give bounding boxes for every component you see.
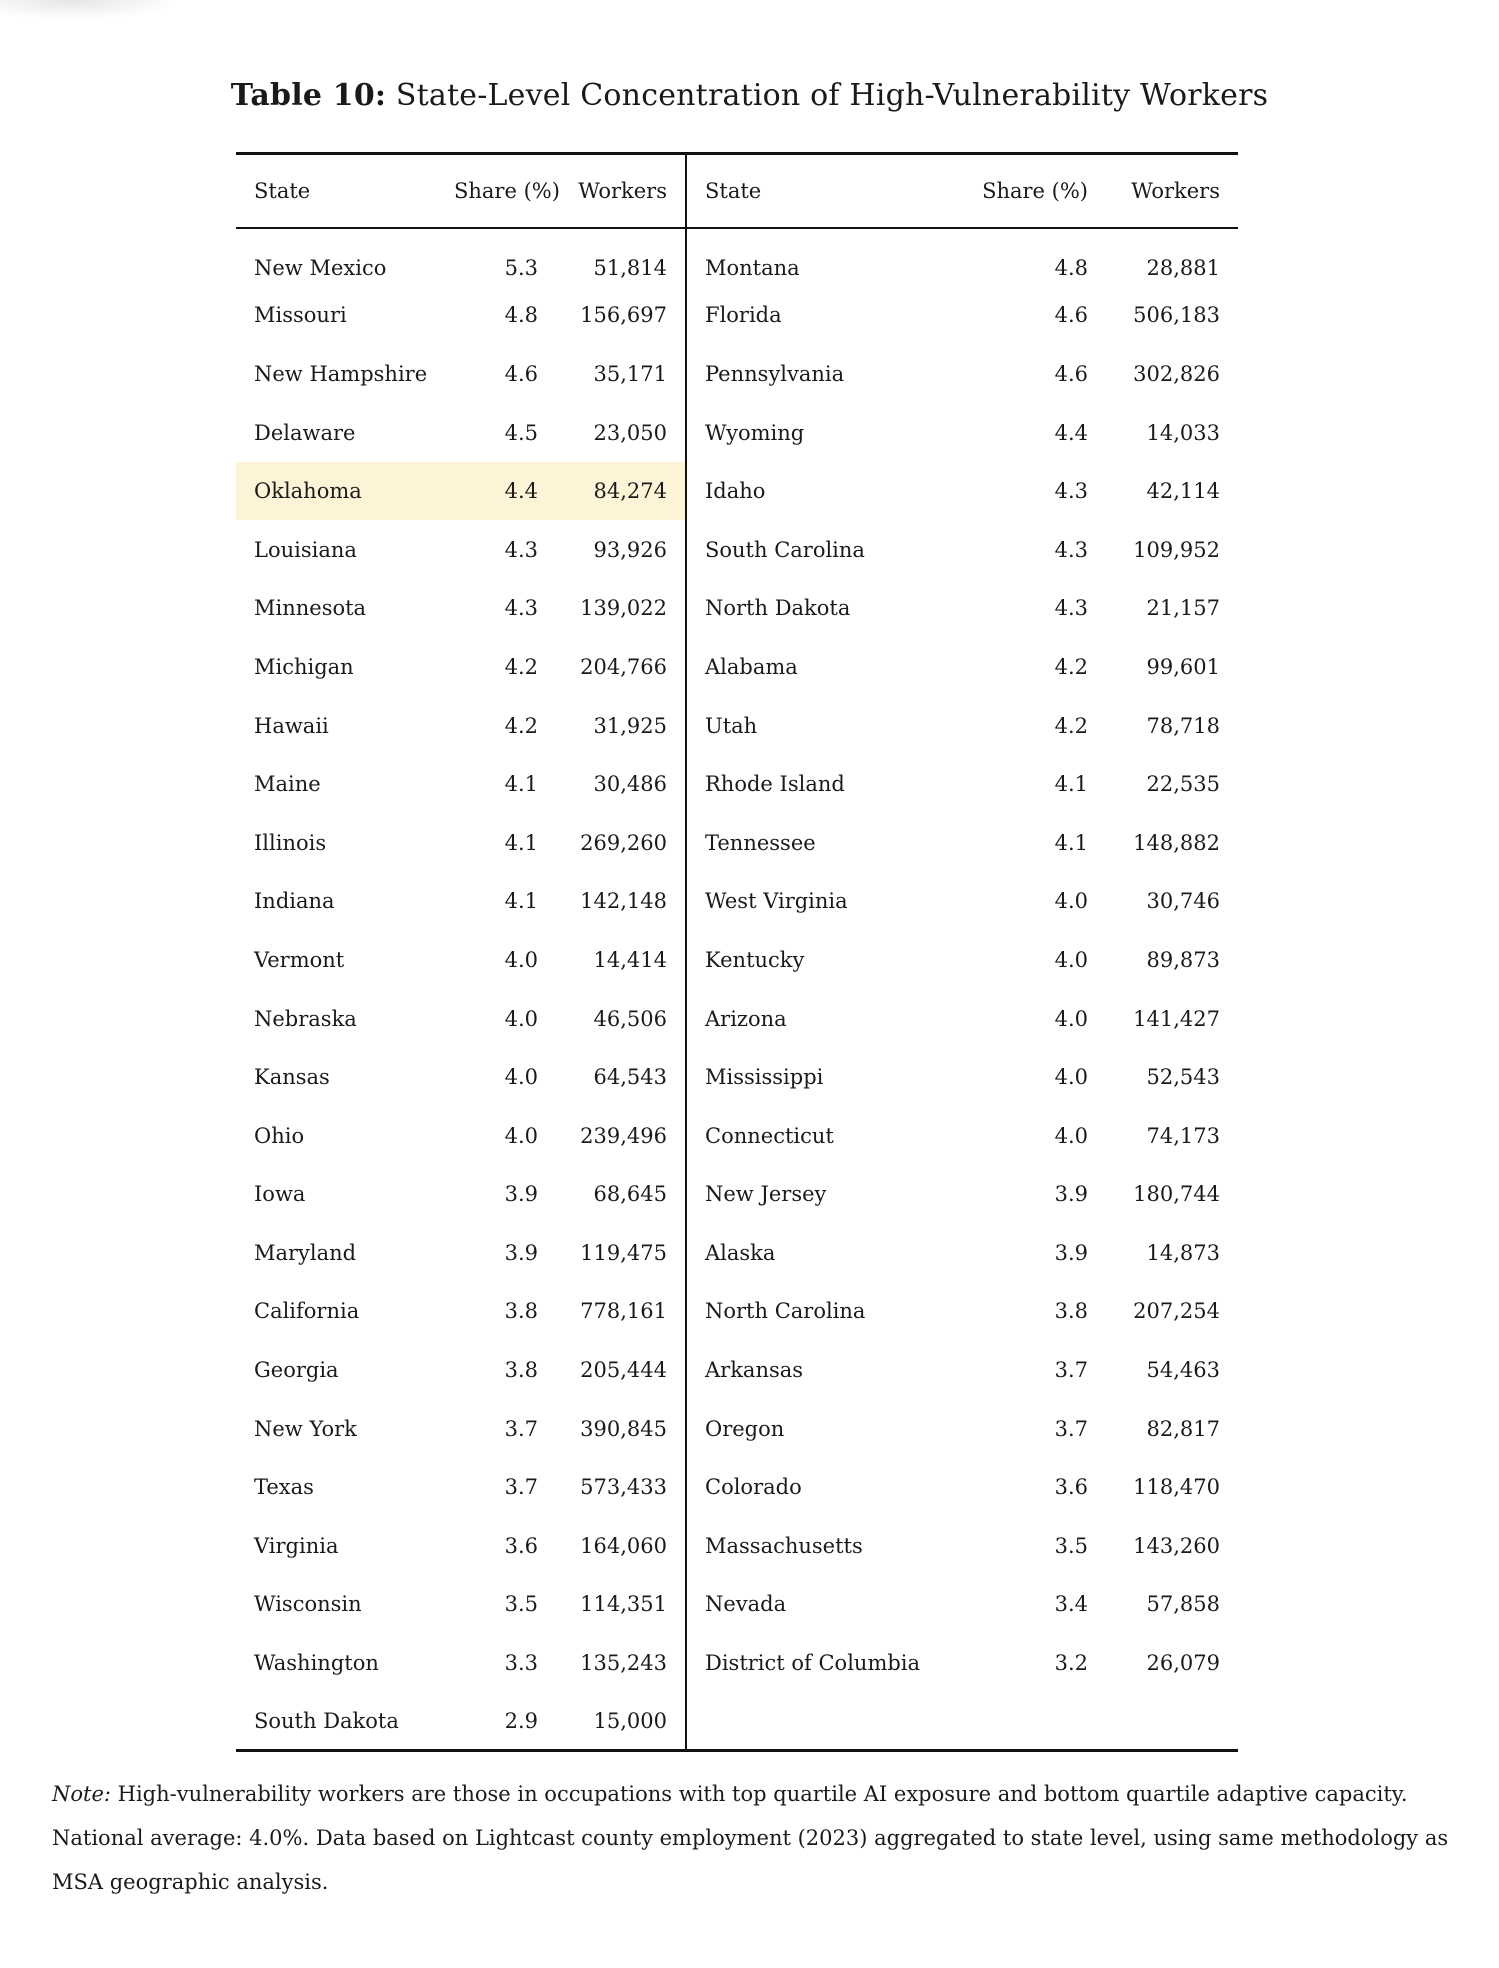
left-share-cell: 4.0: [504, 1123, 538, 1148]
table-row: [236, 228, 1238, 287]
header-workers-right: Workers: [1131, 178, 1220, 203]
right-workers-cell: 207,254: [1133, 1299, 1220, 1324]
note-text: High-vulnerability workers are those in occupations with top quartile AI exposure and bottom quartile adaptive capacity. National average: 4.0%. Data based on Lightcast county employment (2023) aggregated to state level, using same methodology as MSA geographic analysis.: [52, 1782, 1449, 1894]
left-state-cell: Washington: [254, 1651, 379, 1676]
left-state-cell: Illinois: [254, 830, 327, 855]
left-workers-cell: 156,697: [580, 303, 667, 328]
left-workers-cell: 139,022: [580, 596, 667, 621]
right-state-cell: Oregon: [686, 1399, 954, 1458]
right-state-cell: Utah: [686, 696, 954, 755]
right-state-cell: [686, 1692, 954, 1751]
left-state-cell: Indiana: [254, 889, 335, 914]
left-state-cell: Minnesota: [254, 596, 367, 621]
left-workers-cell: 119,475: [580, 1240, 667, 1265]
left-workers-cell: 390,845: [580, 1416, 667, 1441]
table-row: [236, 872, 1238, 931]
right-state-cell: Rhode Island: [686, 755, 954, 814]
right-workers-cell: 52,543: [1146, 1065, 1220, 1090]
right-share-cell: 3.6: [1054, 1475, 1088, 1500]
left-state-cell: Georgia: [254, 1358, 339, 1383]
table-row: [236, 1048, 1238, 1107]
left-state-cell: Kansas: [254, 1065, 330, 1090]
left-state-cell: Missouri: [254, 303, 347, 328]
left-share-cell: 3.5: [504, 1592, 538, 1617]
right-state-cell: Montana: [686, 228, 954, 287]
right-workers-cell: 180,744: [1133, 1182, 1220, 1207]
right-workers-cell: 109,952: [1133, 537, 1220, 562]
right-share-cell: 4.3: [1054, 537, 1088, 562]
caption-label: Table 10:: [230, 78, 387, 113]
left-share-cell: 3.7: [504, 1416, 538, 1441]
left-state-cell: Texas: [254, 1475, 314, 1500]
table-row: [236, 462, 1238, 521]
left-workers-cell: 51,814: [593, 256, 667, 281]
left-workers-cell: 135,243: [580, 1651, 667, 1676]
table-caption: [0, 78, 1499, 113]
table-row: [236, 345, 1238, 404]
right-share-cell: 4.1: [1054, 772, 1088, 797]
left-workers-cell: 46,506: [593, 1006, 667, 1031]
left-state-cell: Delaware: [254, 420, 356, 445]
right-workers-cell: 141,427: [1133, 1006, 1220, 1031]
left-share-cell: 3.7: [504, 1475, 538, 1500]
right-share-cell: 4.3: [1054, 596, 1088, 621]
table-body: [236, 228, 1238, 1751]
scan-shadow: [0, 0, 180, 20]
right-workers-cell: 89,873: [1146, 947, 1220, 972]
left-share-cell: 4.3: [504, 596, 538, 621]
right-state-cell: Tennessee: [686, 813, 954, 872]
right-state-cell: Connecticut: [686, 1106, 954, 1165]
left-workers-cell: 239,496: [580, 1123, 667, 1148]
table-header: [236, 154, 1238, 228]
right-state-cell: Arkansas: [686, 1341, 954, 1400]
right-state-cell: Kentucky: [686, 931, 954, 990]
left-state-cell: Louisiana: [254, 537, 357, 562]
header-state-right: State: [686, 154, 954, 228]
table-row: [236, 1399, 1238, 1458]
table-row: [236, 1575, 1238, 1634]
right-share-cell: 4.0: [1054, 947, 1088, 972]
left-workers-cell: 14,414: [593, 947, 667, 972]
left-share-cell: 3.3: [504, 1651, 538, 1676]
left-state-cell: Maryland: [254, 1240, 357, 1265]
right-state-cell: Idaho: [686, 462, 954, 521]
left-state-cell: New York: [254, 1416, 357, 1441]
left-share-cell: 3.8: [504, 1299, 538, 1324]
right-state-cell: North Dakota: [686, 579, 954, 638]
left-workers-cell: 269,260: [580, 830, 667, 855]
left-state-cell: Nebraska: [254, 1006, 357, 1031]
right-state-cell: Nevada: [686, 1575, 954, 1634]
left-share-cell: 3.8: [504, 1358, 538, 1383]
table-row: [236, 1341, 1238, 1400]
table-row: [236, 286, 1238, 345]
right-share-cell: 3.7: [1054, 1358, 1088, 1383]
header-share-left: Share (%): [454, 178, 560, 203]
left-workers-cell: 573,433: [580, 1475, 667, 1500]
right-workers-cell: 22,535: [1146, 772, 1220, 797]
right-share-cell: 4.6: [1054, 303, 1088, 328]
left-share-cell: 4.1: [504, 830, 538, 855]
right-workers-cell: 99,601: [1146, 654, 1220, 679]
left-share-cell: 4.1: [504, 772, 538, 797]
right-share-cell: [954, 1692, 1106, 1751]
header-row: [236, 154, 1238, 228]
right-share-cell: 4.0: [1054, 1123, 1088, 1148]
right-state-cell: Wyoming: [686, 403, 954, 462]
right-workers-cell: 118,470: [1133, 1475, 1220, 1500]
right-share-cell: 4.1: [1054, 830, 1088, 855]
left-state-cell: New Mexico: [254, 256, 387, 281]
right-share-cell: 3.7: [1054, 1416, 1088, 1441]
left-share-cell: 2.9: [504, 1708, 538, 1733]
right-workers-cell: 54,463: [1146, 1358, 1220, 1383]
right-workers-cell: 57,858: [1146, 1592, 1220, 1617]
right-state-cell: Massachusetts: [686, 1517, 954, 1576]
left-share-cell: 3.9: [504, 1182, 538, 1207]
left-workers-cell: 114,351: [580, 1592, 667, 1617]
right-state-cell: Florida: [686, 286, 954, 345]
right-share-cell: 3.9: [1054, 1240, 1088, 1265]
left-workers-cell: 142,148: [580, 889, 667, 914]
right-workers-cell: 26,079: [1146, 1651, 1220, 1676]
right-state-cell: Alabama: [686, 638, 954, 697]
state-table: [236, 152, 1238, 1752]
left-workers-cell: 68,645: [593, 1182, 667, 1207]
caption-title: State-Level Concentration of High-Vulnerability Workers: [395, 78, 1269, 113]
left-workers-cell: 64,543: [593, 1065, 667, 1090]
left-workers-cell: 23,050: [593, 420, 667, 445]
right-state-cell: Pennsylvania: [686, 345, 954, 404]
left-share-cell: 5.3: [504, 256, 538, 281]
right-workers-cell: 74,173: [1146, 1123, 1220, 1148]
left-share-cell: 4.0: [504, 1065, 538, 1090]
right-share-cell: 4.3: [1054, 479, 1088, 504]
right-share-cell: 4.0: [1054, 1006, 1088, 1031]
right-workers-cell: 78,718: [1146, 713, 1220, 738]
right-workers-cell: 14,873: [1146, 1240, 1220, 1265]
state-table-container: [236, 152, 1238, 1752]
right-share-cell: 3.8: [1054, 1299, 1088, 1324]
table-row: [236, 1282, 1238, 1341]
right-workers-cell: 42,114: [1146, 479, 1220, 504]
right-state-cell: District of Columbia: [686, 1634, 954, 1693]
left-share-cell: 4.2: [504, 713, 538, 738]
right-workers-cell: 30,746: [1146, 889, 1220, 914]
left-workers-cell: 35,171: [593, 361, 667, 386]
table-row: [236, 579, 1238, 638]
left-workers-cell: 205,444: [580, 1358, 667, 1383]
left-share-cell: 4.4: [436, 462, 556, 521]
right-state-cell: West Virginia: [686, 872, 954, 931]
right-share-cell: 4.4: [1054, 420, 1088, 445]
left-state-cell: Michigan: [254, 654, 354, 679]
table-row: [236, 520, 1238, 579]
left-share-cell: 3.9: [504, 1240, 538, 1265]
left-workers-cell: 15,000: [593, 1708, 667, 1733]
table-row: [236, 1224, 1238, 1283]
right-share-cell: 3.5: [1054, 1533, 1088, 1558]
left-state-cell: Ohio: [254, 1123, 305, 1148]
right-workers-cell: 14,033: [1146, 420, 1220, 445]
table-row: [236, 696, 1238, 755]
right-workers-cell: 148,882: [1133, 830, 1220, 855]
left-state-cell: Virginia: [254, 1533, 339, 1558]
left-state-cell: Iowa: [254, 1182, 306, 1207]
left-workers-cell: 164,060: [580, 1533, 667, 1558]
table-row: [236, 1458, 1238, 1517]
right-workers-cell: 82,817: [1146, 1416, 1220, 1441]
table-row: [236, 1106, 1238, 1165]
right-share-cell: 4.2: [1054, 654, 1088, 679]
right-share-cell: 3.4: [1054, 1592, 1088, 1617]
left-share-cell: 4.1: [504, 889, 538, 914]
table-row: [236, 989, 1238, 1048]
left-workers-cell: 31,925: [593, 713, 667, 738]
left-share-cell: 4.0: [504, 947, 538, 972]
left-state-cell: South Dakota: [254, 1708, 399, 1733]
left-share-cell: 3.6: [504, 1533, 538, 1558]
right-state-cell: New Jersey: [686, 1165, 954, 1224]
header-state-left: State: [254, 178, 311, 203]
right-state-cell: Colorado: [686, 1458, 954, 1517]
header-workers-left: Workers: [578, 178, 667, 203]
right-state-cell: South Carolina: [686, 520, 954, 579]
table-row: [236, 1165, 1238, 1224]
left-share-cell: 4.2: [504, 654, 538, 679]
left-workers-cell: 30,486: [593, 772, 667, 797]
right-workers-cell: 302,826: [1133, 361, 1220, 386]
right-state-cell: Alaska: [686, 1224, 954, 1283]
right-state-cell: Mississippi: [686, 1048, 954, 1107]
table-row: [236, 755, 1238, 814]
right-share-cell: 3.9: [1054, 1182, 1088, 1207]
header-share-right: Share (%): [982, 178, 1088, 203]
table-row: [236, 403, 1238, 462]
table-row: [236, 638, 1238, 697]
right-share-cell: 4.8: [1054, 256, 1088, 281]
right-share-cell: 4.6: [1054, 361, 1088, 386]
table-row: [236, 1692, 1238, 1751]
table-row: [236, 1634, 1238, 1693]
left-state-cell: Maine: [254, 772, 321, 797]
right-workers-cell: [1106, 1692, 1238, 1751]
table-note: [52, 1772, 1452, 1904]
table-row: [236, 1517, 1238, 1576]
right-share-cell: 3.2: [1054, 1651, 1088, 1676]
right-workers-cell: 28,881: [1146, 256, 1220, 281]
left-share-cell: 4.8: [504, 303, 538, 328]
right-share-cell: 4.0: [1054, 1065, 1088, 1090]
table-row: [236, 813, 1238, 872]
right-share-cell: 4.2: [1054, 713, 1088, 738]
left-workers-cell: 204,766: [580, 654, 667, 679]
left-workers-cell: 778,161: [580, 1299, 667, 1324]
left-state-cell: Oklahoma: [236, 462, 436, 521]
left-share-cell: 4.3: [504, 537, 538, 562]
table-row: [236, 931, 1238, 990]
left-state-cell: New Hampshire: [254, 361, 428, 386]
right-state-cell: North Carolina: [686, 1282, 954, 1341]
right-workers-cell: 21,157: [1146, 596, 1220, 621]
left-workers-cell: 84,274: [556, 462, 686, 521]
left-state-cell: California: [254, 1299, 360, 1324]
left-state-cell: Vermont: [254, 947, 345, 972]
right-workers-cell: 506,183: [1133, 303, 1220, 328]
right-share-cell: 4.0: [1054, 889, 1088, 914]
left-share-cell: 4.5: [504, 420, 538, 445]
left-share-cell: 4.0: [504, 1006, 538, 1031]
left-workers-cell: 93,926: [593, 537, 667, 562]
note-label: Note:: [52, 1782, 111, 1806]
left-share-cell: 4.6: [504, 361, 538, 386]
right-workers-cell: 143,260: [1133, 1533, 1220, 1558]
left-state-cell: Hawaii: [254, 713, 329, 738]
right-state-cell: Arizona: [686, 989, 954, 1048]
left-state-cell: Wisconsin: [254, 1592, 362, 1617]
